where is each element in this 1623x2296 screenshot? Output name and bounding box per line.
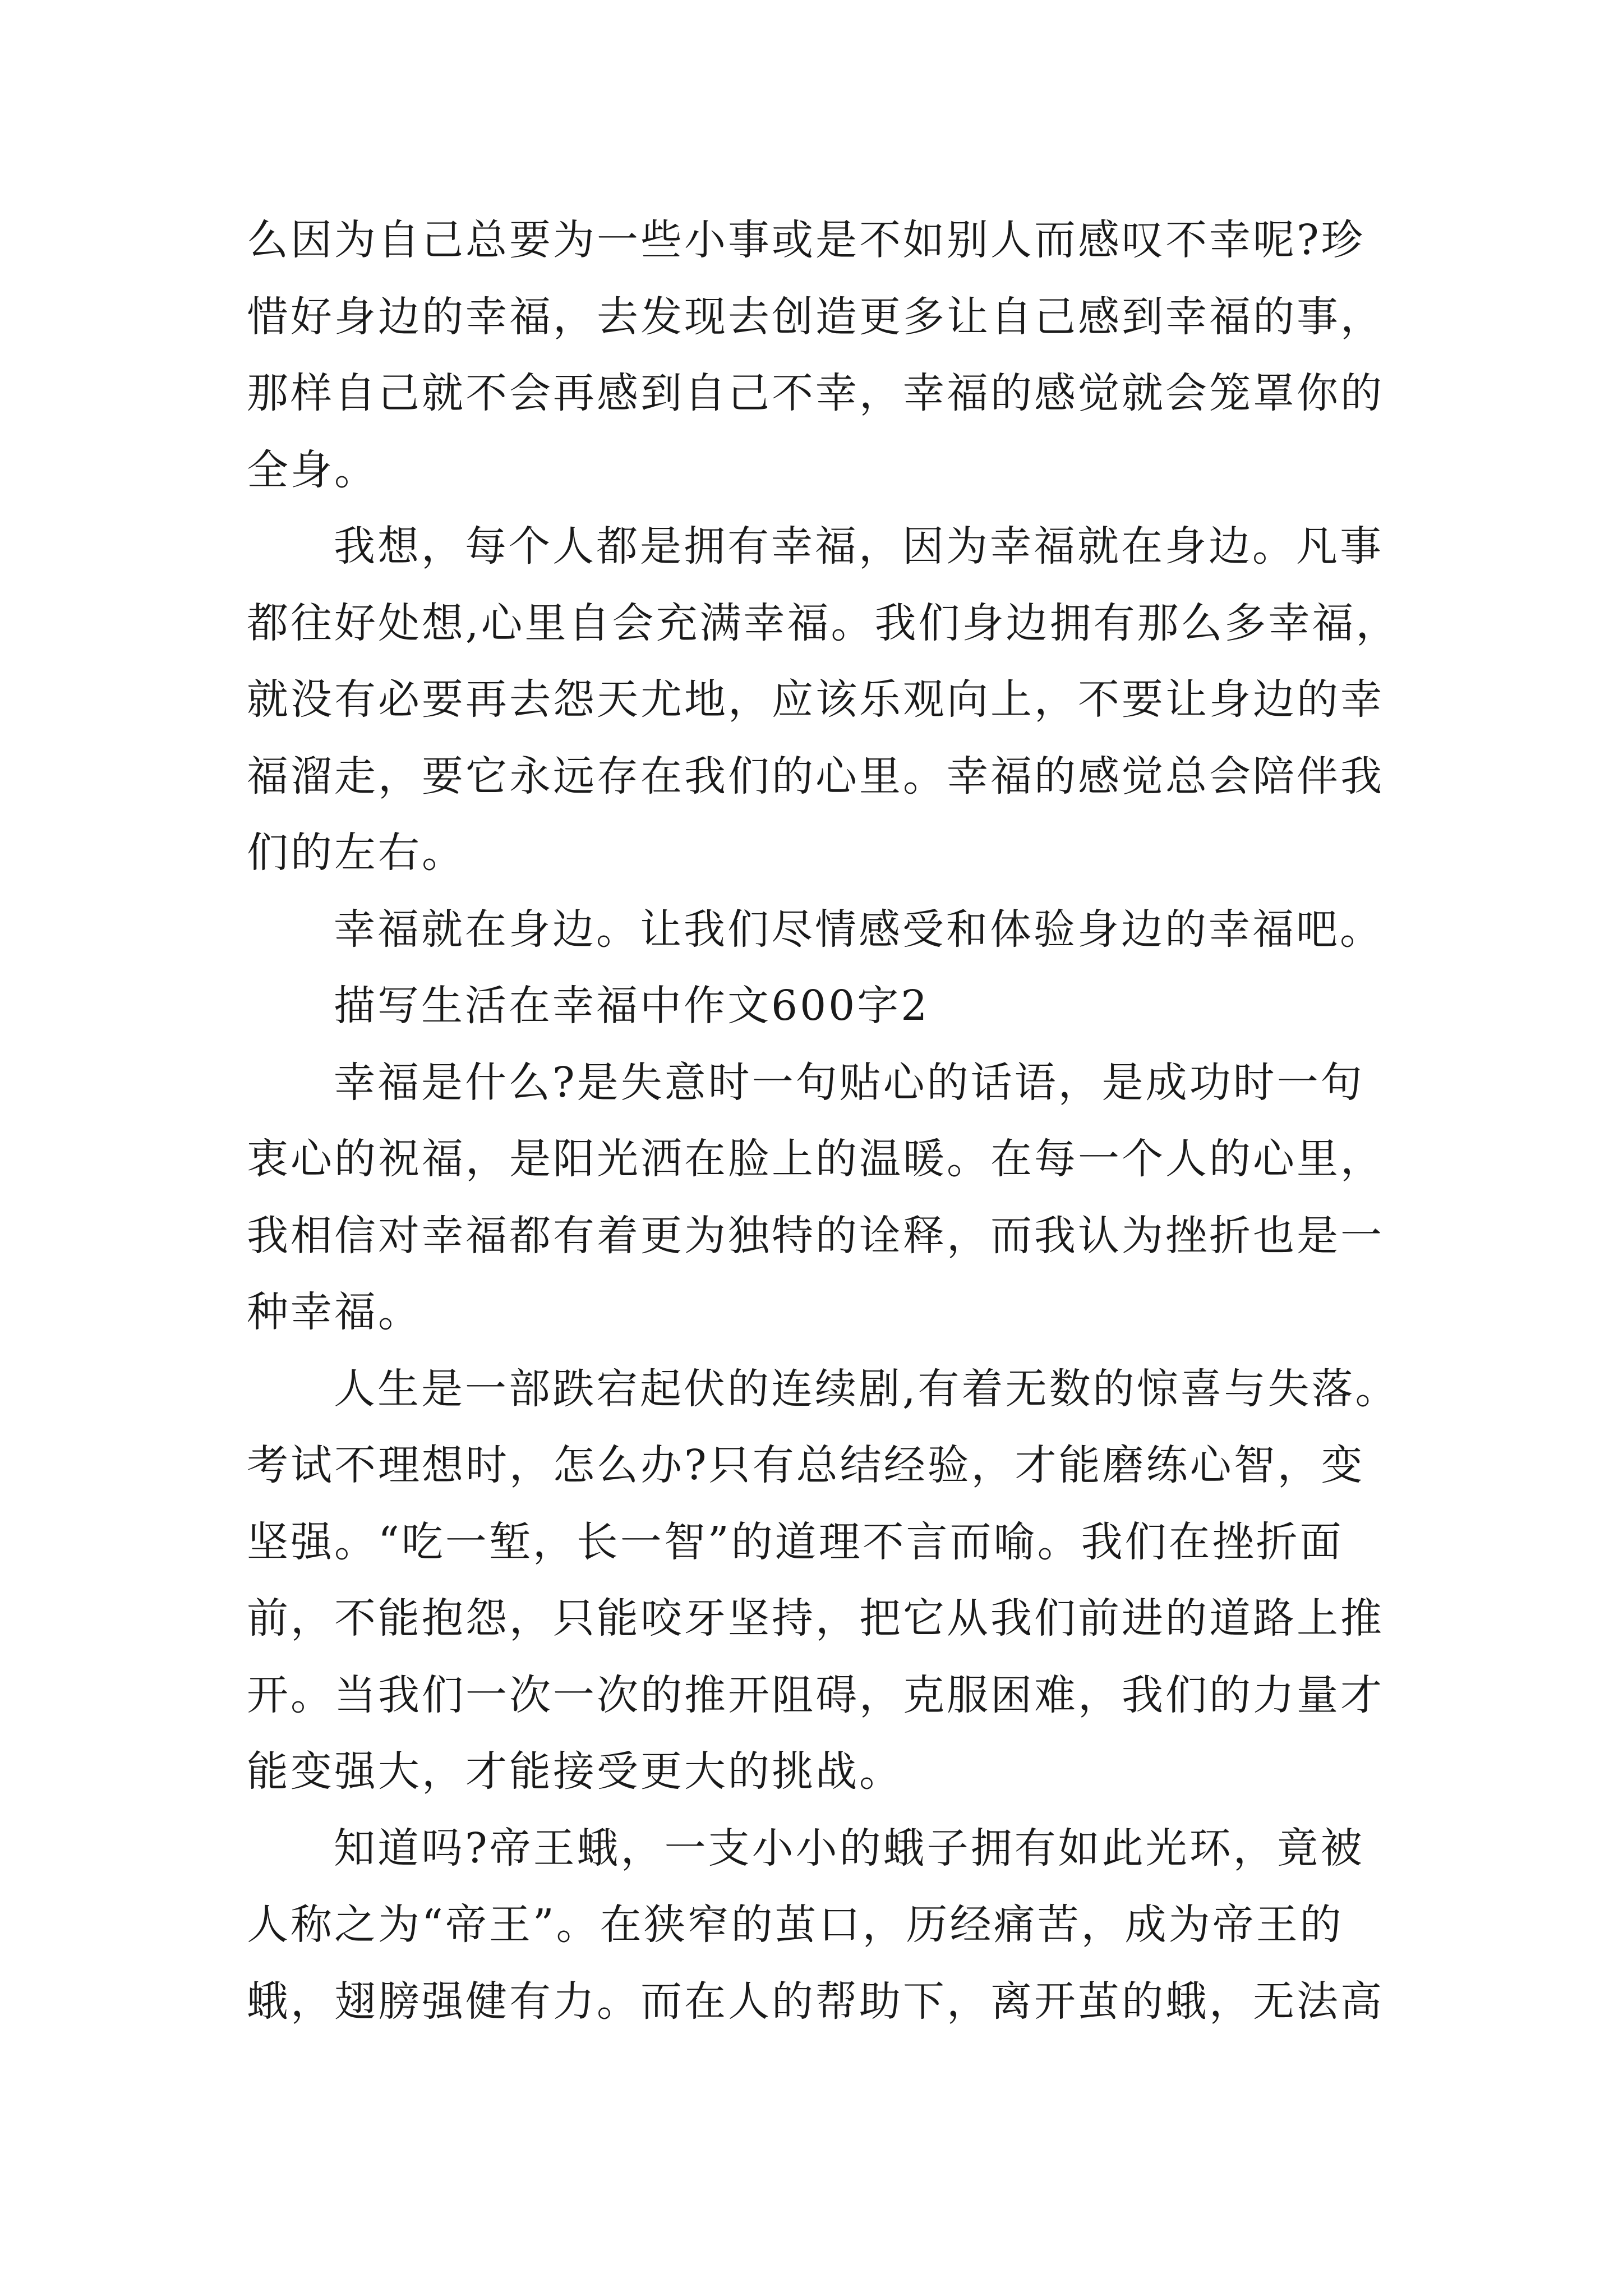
text-line: 人称之为“帝王”。在狭窄的茧口，历经痛苦，成为帝王的 (247, 1901, 1344, 1949)
text-line: 开。当我们一次一次的推开阻碍，克服困难，我们的力量才 (247, 1671, 1384, 1719)
text-line: 我想，每个人都是拥有幸福，因为幸福就在身边。凡事 (334, 522, 1384, 570)
text-line: 考试不理想时，怎么办?只有总结经验，才能磨练心智，变 (247, 1441, 1365, 1489)
text-line: 衷心的祝福，是阳光洒在脸上的温暖。在每一个人的心里， (247, 1135, 1384, 1183)
text-line: 能变强大，才能接受更大的挑战。 (247, 1747, 903, 1796)
text-line: 描写生活在幸福中作文600字2 (334, 982, 930, 1030)
text-line: 福溜走，要它永远存在我们的心里。幸福的感觉总会陪伴我 (247, 752, 1384, 800)
text-line: 幸福就在身边。让我们尽情感受和体验身边的幸福吧。 (334, 905, 1384, 954)
text-line: 们的左右。 (247, 829, 465, 877)
text-line: 知道吗?帝王蛾，一支小小的蛾子拥有如此光环，竟被 (334, 1824, 1364, 1872)
text-line: 前，不能抱怨，只能咬牙坚持，把它从我们前进的道路上推 (247, 1594, 1384, 1642)
text-line: 么因为自己总要为一些小事或是不如别人而感叹不幸呢?珍 (247, 216, 1365, 264)
text-line: 都往好处想,心里自会充满幸福。我们身边拥有那么多幸福， (247, 599, 1400, 647)
text-line: 就没有必要再去怨天尤地，应该乐观向上，不要让身边的幸 (247, 675, 1384, 724)
text-line: 那样自己就不会再感到自己不幸，幸福的感觉就会笼罩你的 (247, 369, 1384, 417)
text-line: 我相信对幸福都有着更为独特的诠释，而我认为挫折也是一 (247, 1211, 1384, 1260)
essay-body (247, 202, 1400, 2040)
text-line: 蛾，翅膀强健有力。而在人的帮助下，离开茧的蛾，无法高 (247, 1977, 1384, 2026)
text-line: 种幸福。 (247, 1288, 422, 1336)
text-line: 坚强。“吃一堑，长一智”的道理不言而喻。我们在挫折面 (247, 1517, 1344, 1566)
text-line: 全身。 (247, 445, 378, 494)
text-line: 人生是一部跌宕起伏的连续剧,有着无数的惊喜与失落。 (334, 1364, 1399, 1413)
text-line: 惜好身边的幸福，去发现去创造更多让自己感到幸福的事， (247, 292, 1384, 341)
text-line: 幸福是什么?是失意时一句贴心的话语，是成功时一句 (334, 1058, 1364, 1107)
